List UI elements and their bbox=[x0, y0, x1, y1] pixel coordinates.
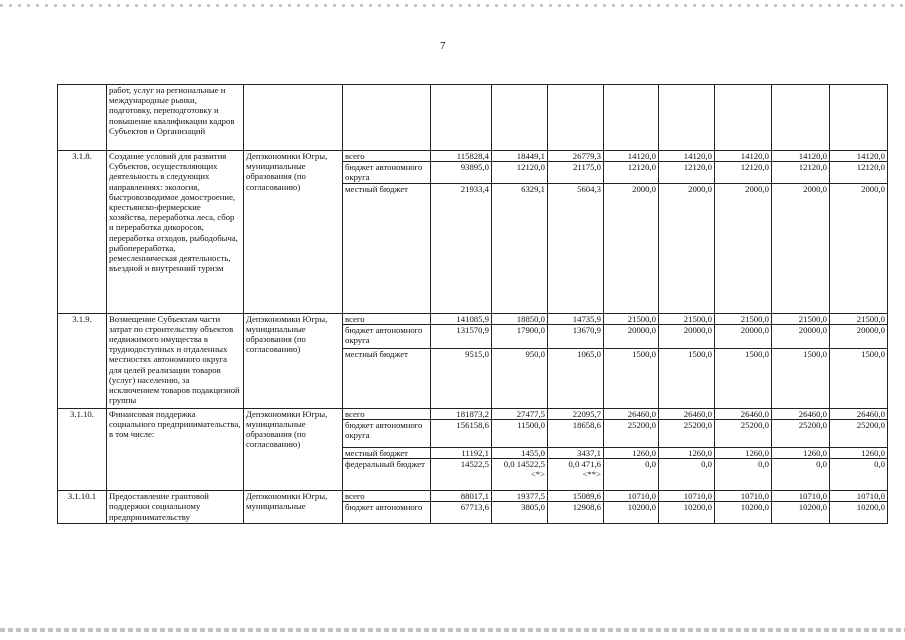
table-row bbox=[58, 313, 888, 324]
amount-cell: 0,0 bbox=[659, 459, 715, 491]
amount-cell: 88017,1 bbox=[431, 491, 492, 502]
amount-cell: 3805,0 bbox=[492, 502, 548, 524]
amount-cell: 12120,0 bbox=[659, 162, 715, 183]
continuation-row bbox=[58, 85, 888, 151]
amount-cell: 0,0 471,6 <**> bbox=[548, 459, 604, 491]
executor: Депэкономики Югры, муниципальные образования (по согласованию) bbox=[244, 151, 343, 314]
amount-cell: 1500,0 bbox=[772, 348, 830, 408]
amount-cell: 0,0 bbox=[715, 459, 772, 491]
amount-cell: 26460,0 bbox=[830, 408, 888, 419]
funding-source: всего bbox=[343, 313, 431, 324]
amount-cell: 12120,0 bbox=[830, 162, 888, 183]
amount-cell: 18449,1 bbox=[492, 151, 548, 162]
scan-artifact-top bbox=[0, 4, 905, 7]
executor: Депэкономики Югры, муниципальные образования (по согласованию) bbox=[244, 408, 343, 490]
amount-cell: 115828,4 bbox=[431, 151, 492, 162]
budget-table bbox=[57, 84, 888, 524]
amount-cell: 67713,6 bbox=[431, 502, 492, 524]
amount-cell: 12120,0 bbox=[604, 162, 659, 183]
amount-cell: 2000,0 bbox=[830, 183, 888, 313]
amount-cell: 0,0 bbox=[830, 459, 888, 491]
amount-cell: 11500,0 bbox=[492, 420, 548, 448]
amount-cell: 10200,0 bbox=[604, 502, 659, 524]
amount-cell: 2000,0 bbox=[772, 183, 830, 313]
amount-cell: 25200,0 bbox=[772, 420, 830, 448]
amount-cell: 14120,0 bbox=[715, 151, 772, 162]
amount-cell: 1065,0 bbox=[548, 348, 604, 408]
amount-cell: 12120,0 bbox=[492, 162, 548, 183]
row-number: 3.1.10. bbox=[58, 408, 107, 490]
amount-cell: 950,0 bbox=[492, 348, 548, 408]
amount-cell: 1260,0 bbox=[604, 448, 659, 459]
amount-cell: 1260,0 bbox=[659, 448, 715, 459]
row-number: 3.1.9. bbox=[58, 313, 107, 408]
scan-artifact-bottom bbox=[0, 628, 905, 632]
amount-cell: 10710,0 bbox=[659, 491, 715, 502]
amount-cell: 20000,0 bbox=[830, 324, 888, 348]
funding-source: всего bbox=[343, 151, 431, 162]
amount-cell: 6329,1 bbox=[492, 183, 548, 313]
amount-cell: 12120,0 bbox=[715, 162, 772, 183]
amount-cell: 5604,3 bbox=[548, 183, 604, 313]
funding-source: бюджет автономного округа bbox=[343, 162, 431, 183]
amount-cell: 10200,0 bbox=[715, 502, 772, 524]
amount-cell: 93895,0 bbox=[431, 162, 492, 183]
amount-cell: 14120,0 bbox=[772, 151, 830, 162]
amount-cell: 14120,0 bbox=[830, 151, 888, 162]
amount-cell: 20000,0 bbox=[604, 324, 659, 348]
table-row bbox=[58, 151, 888, 162]
amount-cell: 21500,0 bbox=[604, 313, 659, 324]
amount-cell: 1455,0 bbox=[492, 448, 548, 459]
amount-cell: 21500,0 bbox=[659, 313, 715, 324]
activity-name: Возмещение Субъектам части затрат по строительству объектов недвижимого имущества в труднодоступных и отдаленных местностях автономного округа для целей реализации товаров (услуг) населению, за исключением товаров подакцизной группы bbox=[107, 313, 244, 408]
amount-cell: 10200,0 bbox=[659, 502, 715, 524]
amount-cell: 21500,0 bbox=[715, 313, 772, 324]
funding-source: бюджет автономного округа bbox=[343, 324, 431, 348]
amount-cell: 27477,5 bbox=[492, 408, 548, 419]
amount-cell: 25200,0 bbox=[659, 420, 715, 448]
amount-cell: 21175,0 bbox=[548, 162, 604, 183]
amount-cell: 25200,0 bbox=[715, 420, 772, 448]
amount-cell: 156158,6 bbox=[431, 420, 492, 448]
row-number: 3.1.10.1 bbox=[58, 491, 107, 524]
amount-cell: 10710,0 bbox=[715, 491, 772, 502]
amount-cell: 11192,1 bbox=[431, 448, 492, 459]
table-row bbox=[58, 408, 888, 419]
table-row bbox=[58, 491, 888, 502]
amount-cell: 20000,0 bbox=[659, 324, 715, 348]
amount-cell: 15089,6 bbox=[548, 491, 604, 502]
amount-cell: 10200,0 bbox=[830, 502, 888, 524]
amount-cell: 21933,4 bbox=[431, 183, 492, 313]
amount-cell: 22095,7 bbox=[548, 408, 604, 419]
amount-cell: 26460,0 bbox=[772, 408, 830, 419]
executor: Депэкономики Югры, муниципальные bbox=[244, 491, 343, 524]
funding-source: всего bbox=[343, 408, 431, 419]
amount-cell: 14120,0 bbox=[659, 151, 715, 162]
amount-cell: 3437,1 bbox=[548, 448, 604, 459]
amount-cell: 1260,0 bbox=[715, 448, 772, 459]
amount-cell: 0,0 bbox=[772, 459, 830, 491]
funding-source: всего bbox=[343, 491, 431, 502]
amount-cell: 131570,9 bbox=[431, 324, 492, 348]
amount-cell: 13670,9 bbox=[548, 324, 604, 348]
amount-cell: 17900,0 bbox=[492, 324, 548, 348]
amount-cell: 14522,5 bbox=[431, 459, 492, 491]
funding-source: местный бюджет bbox=[343, 448, 431, 459]
amount-cell: 26460,0 bbox=[715, 408, 772, 419]
activity-name: Финансовая поддержка социального предпринимательства, в том числе: bbox=[107, 408, 244, 490]
amount-cell: 18850,0 bbox=[492, 313, 548, 324]
amount-cell: 10710,0 bbox=[604, 491, 659, 502]
funding-source: бюджет автономного округа bbox=[343, 420, 431, 448]
funding-source: местный бюджет bbox=[343, 183, 431, 313]
amount-cell: 26460,0 bbox=[604, 408, 659, 419]
amount-cell: 25200,0 bbox=[830, 420, 888, 448]
amount-cell: 1500,0 bbox=[659, 348, 715, 408]
executor: Депэкономики Югры, муниципальные образования (по согласованию) bbox=[244, 313, 343, 408]
amount-cell: 25200,0 bbox=[604, 420, 659, 448]
amount-cell: 10710,0 bbox=[830, 491, 888, 502]
amount-cell: 21500,0 bbox=[772, 313, 830, 324]
amount-cell: 20000,0 bbox=[715, 324, 772, 348]
amount-cell: 10200,0 bbox=[772, 502, 830, 524]
amount-cell: 9515,0 bbox=[431, 348, 492, 408]
funding-source: местный бюджет bbox=[343, 348, 431, 408]
amount-cell: 141085,9 bbox=[431, 313, 492, 324]
amount-cell: 1260,0 bbox=[830, 448, 888, 459]
amount-cell: 21500,0 bbox=[830, 313, 888, 324]
amount-cell: 26460,0 bbox=[659, 408, 715, 419]
amount-cell: 2000,0 bbox=[659, 183, 715, 313]
funding-source: федеральный бюджет bbox=[343, 459, 431, 491]
amount-cell: 1500,0 bbox=[715, 348, 772, 408]
amount-cell: 181873,2 bbox=[431, 408, 492, 419]
amount-cell: 10710,0 bbox=[772, 491, 830, 502]
amount-cell: 14120,0 bbox=[604, 151, 659, 162]
row-number: 3.1.8. bbox=[58, 151, 107, 314]
amount-cell: 2000,0 bbox=[604, 183, 659, 313]
amount-cell: 12120,0 bbox=[772, 162, 830, 183]
amount-cell: 1260,0 bbox=[772, 448, 830, 459]
amount-cell: 14735,9 bbox=[548, 313, 604, 324]
continuation-text: работ, услуг на региональные и международные рынки, подготовку, переподготовку и повышение квалификации кадров Субъектов и Организаций bbox=[107, 85, 244, 151]
amount-cell: 19377,5 bbox=[492, 491, 548, 502]
amount-cell: 0,0 bbox=[604, 459, 659, 491]
amount-cell: 1500,0 bbox=[830, 348, 888, 408]
amount-cell: 12908,6 bbox=[548, 502, 604, 524]
activity-name: Создание условий для развития Субъектов, осуществляющих деятельность в следующих направлениях: экология, быстровозводимое домостроение, крестьянско-фермерские хозяйства, переработка леса, сбор и переработка дикоросов, переработка отходов, рыбодобыча, рыбопереработка, ремесленническая деятельность, въездной и внутренний туризм bbox=[107, 151, 244, 314]
amount-cell: 20000,0 bbox=[772, 324, 830, 348]
page-number: 7 bbox=[440, 40, 446, 52]
amount-cell: 18658,6 bbox=[548, 420, 604, 448]
amount-cell: 0,0 14522,5 <*> bbox=[492, 459, 548, 491]
activity-name: Предоставление грантовой поддержки социальному предпринимательству bbox=[107, 491, 244, 524]
amount-cell: 26779,3 bbox=[548, 151, 604, 162]
amount-cell: 1500,0 bbox=[604, 348, 659, 408]
funding-source: бюджет автономного bbox=[343, 502, 431, 524]
amount-cell: 2000,0 bbox=[715, 183, 772, 313]
